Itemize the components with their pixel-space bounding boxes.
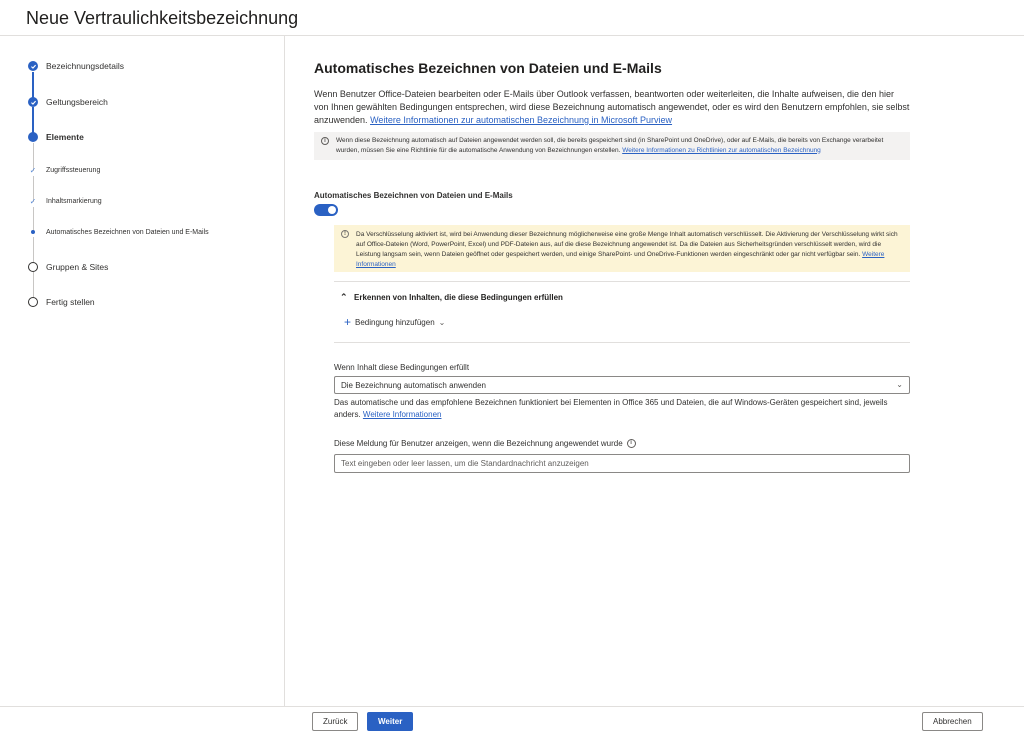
apply-mode-value: Die Bezeichnung automatisch anwenden: [341, 381, 486, 390]
wizard-step-label: Automatisches Bezeichnen von Dateien und E-Mails: [46, 228, 209, 236]
divider: [334, 281, 910, 282]
message-label: Diese Meldung für Benutzer anzeigen, wenn die Bezeichnung angewendet wurde: [334, 439, 623, 448]
help-learn-more-link[interactable]: Weitere Informationen: [362, 410, 442, 419]
progress-line: [33, 272, 34, 297]
current-substep-dot-icon: [28, 227, 38, 237]
info-icon: i: [321, 137, 329, 145]
info-icon[interactable]: i: [627, 439, 636, 448]
page-header: [0, 0, 1024, 36]
info-text: Wenn diese Bezeichnung automatisch auf Dateien angewendet werden soll, die bereits gespeichert sind (in SharePoint und OneDrive), oder auf E-Mails, die bereits von Exchange verarbeitet wurden, müssen Sie eine Richtlinie für die automatische Anwendung von Bezeichnungen erstellen.: [336, 137, 884, 154]
wizard-step-label: Inhaltsmarkierung: [46, 197, 102, 205]
wizard-sidebar: [0, 36, 285, 706]
info-learn-more-link[interactable]: Weitere Informationen zu Richtlinien zur automatischen Bezeichnung: [622, 146, 821, 154]
wizard-step-bezeichnungsdetails[interactable]: [28, 61, 124, 71]
wizard-step-elemente[interactable]: [28, 132, 84, 142]
warning-message-bar: [334, 225, 910, 272]
empty-circle-icon: [28, 262, 38, 272]
auto-label-toggle[interactable]: [314, 204, 338, 216]
help-paragraph: [334, 397, 910, 421]
warning-learn-more-link[interactable]: Weitere Informationen: [356, 251, 885, 268]
warning-text: Da Verschlüsselung aktiviert ist, wird bei Anwendung dieser Bezeichnung möglicherweise eine große Menge Inhalt automatisch verschlüsselt. Die Aktivierung der Verschlüsselung wirkt sich auf Office-Dateien (Word, PowerPoint, Excel) und PDF-Dateien aus, auf die diese Bezeichnung angewendet ist. Da die Dateien aus Sicherheitsgründen verschlüsselt werden, wird die Leistung langsam sein, wenn Dateien geöffnet oder gespeichert werden, und einige SharePoint- und OneDrive-Funktionen werden eingeschränkt oder gar nicht verfügbar sein.: [356, 231, 898, 258]
intro-text: Wenn Benutzer Office-Dateien bearbeiten oder E-Mails über Outlook verfassen, beantworten oder weiterleiten, die Inhalte aufweisen, die den hier von Ihnen gewählten Bedingungen entsprechen, wird diese Bezeichnung automatisch angewendet, oder es wird den Benutzern empfohlen, sie selbst anzuwenden.: [314, 89, 910, 125]
back-button[interactable]: Zurück: [312, 712, 358, 731]
chevron-down-icon: ⌄: [896, 380, 903, 389]
wizard-step-label: Bezeichnungsdetails: [46, 61, 124, 71]
section-title: Automatisches Bezeichnen von Dateien und E-Mails: [314, 60, 662, 76]
small-check-icon: ✓: [29, 196, 37, 206]
wizard-step-label: Fertig stellen: [46, 297, 95, 307]
user-message-input[interactable]: [334, 454, 910, 473]
wizard-step-geltungsbereich[interactable]: [28, 97, 108, 107]
wizard-step-label: Geltungsbereich: [46, 97, 108, 107]
conditions-heading: Erkennen von Inhalten, die diese Bedingungen erfüllen: [354, 293, 563, 302]
wizard-step-auto-labeling[interactable]: [28, 227, 209, 237]
empty-circle-icon: [28, 297, 38, 307]
help-text: Das automatische und das empfohlene Bezeichnen funktioniert bei Elementen in Office 365 und Dateien, die auf Windows-Geräten gespeichert sind, jeweils anders.: [334, 398, 888, 419]
conditions-section-header[interactable]: [340, 292, 563, 303]
progress-line: [33, 237, 34, 262]
intro-learn-more-link[interactable]: Weitere Informationen zur automatischen Bezeichnung in Microsoft Purview: [370, 115, 673, 125]
toggle-knob: [328, 206, 336, 214]
checkmark-icon: [28, 61, 38, 71]
divider: [334, 342, 910, 343]
wizard-step-label: Gruppen & Sites: [46, 262, 109, 272]
wizard-step-fertig-stellen[interactable]: [28, 297, 95, 307]
chevron-up-icon: ⌃: [340, 292, 348, 302]
intro-paragraph: [314, 88, 910, 127]
chevron-down-icon: ⌄: [438, 317, 446, 327]
auto-label-toggle-label: Automatisches Bezeichnen von Dateien und E-Mails: [314, 191, 513, 200]
info-message-bar: [314, 132, 910, 160]
wizard-step-label: Elemente: [46, 132, 84, 142]
cancel-button[interactable]: Abbrechen: [922, 712, 983, 731]
checkmark-icon: [28, 97, 38, 107]
next-button[interactable]: Weiter: [367, 712, 413, 731]
current-step-dot-icon: [28, 132, 38, 142]
when-label: Wenn Inhalt diese Bedingungen erfüllt: [334, 363, 470, 372]
apply-mode-dropdown[interactable]: [334, 376, 910, 394]
add-condition-label: Bedingung hinzufügen: [355, 317, 435, 327]
small-check-icon: ✓: [29, 165, 37, 175]
warning-icon: !: [341, 230, 349, 238]
plus-icon: +: [344, 315, 352, 329]
wizard-step-zugriffssteuerung[interactable]: [28, 165, 100, 175]
wizard-step-gruppen-sites[interactable]: [28, 262, 108, 272]
wizard-step-inhaltsmarkierung[interactable]: [28, 196, 102, 206]
add-condition-button[interactable]: [344, 317, 445, 327]
message-label-row: [334, 439, 636, 448]
page-title: Neue Vertraulichkeitsbezeichnung: [26, 8, 299, 28]
wizard-footer: [0, 706, 1024, 736]
wizard-step-label: Zugriffssteuerung: [46, 166, 101, 174]
